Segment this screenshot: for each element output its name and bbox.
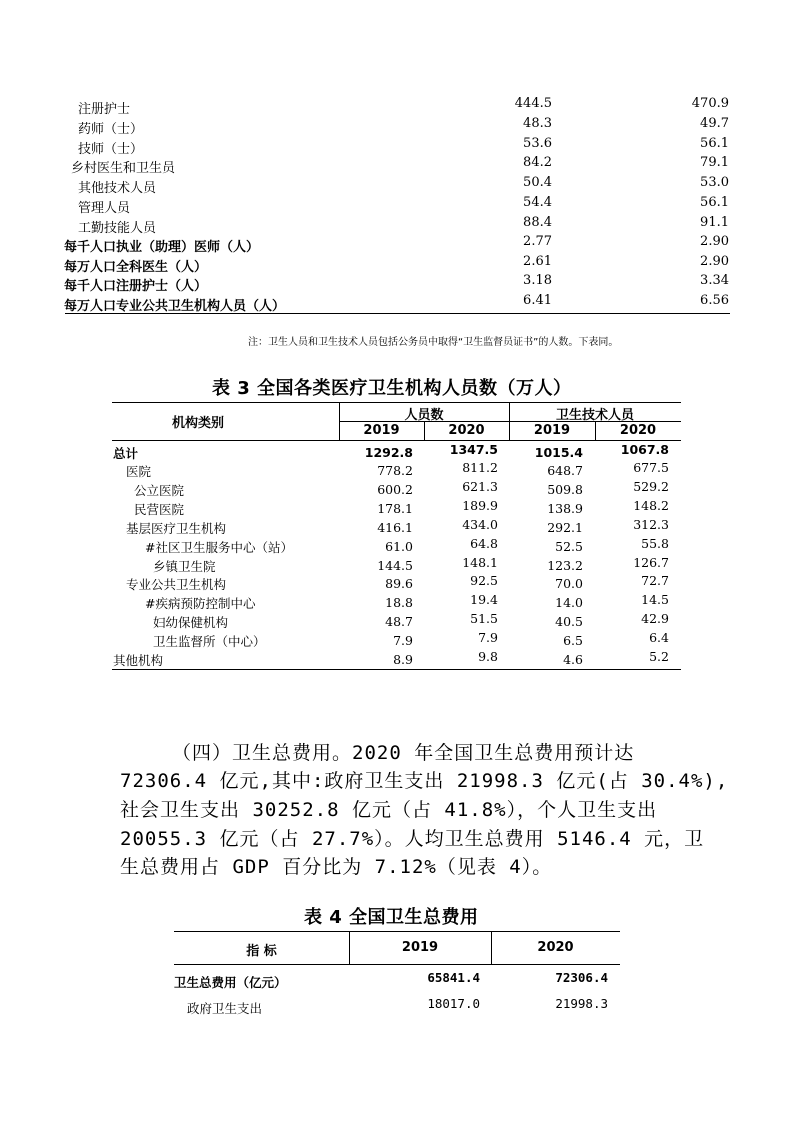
table4-header-rule <box>174 964 620 965</box>
table2-row-label: 管理人员 <box>78 201 131 216</box>
table4-top-rule <box>174 931 620 932</box>
table2-note: 注：卫生人员和卫生技术人员包括公务员中取得“卫生监督员证书”的人数。下表同。 <box>248 337 619 348</box>
table3-col-category: 机构类别 <box>172 416 225 431</box>
table3-cell: 621.3 <box>462 479 498 494</box>
table4-row-label: 卫生总费用（亿元） <box>174 975 287 990</box>
table2-row-label: 每万人口全科医生（人） <box>64 260 208 275</box>
table3-cell: 61.0 <box>385 539 413 554</box>
table2-row-value-2020: 2.90 <box>700 254 729 269</box>
table3-header-rule <box>112 440 681 441</box>
table2-row-value-2019: 6.41 <box>523 293 552 308</box>
table3-cell: 126.7 <box>633 555 669 570</box>
table2-row-value-2019: 2.61 <box>523 254 552 269</box>
table3-row-label: 专业公共卫生机构 <box>126 577 227 592</box>
table3-cell: 42.9 <box>641 611 669 626</box>
table3-cell: 1067.8 <box>620 442 669 457</box>
table3-cell: 1347.5 <box>449 442 498 457</box>
table3-cell: 70.0 <box>555 576 583 591</box>
table4-title: 表 4 全国卫生总费用 <box>304 907 479 928</box>
table3-cell: 18.8 <box>385 595 413 610</box>
table3-row-label: #社区卫生服务中心（站） <box>145 540 293 555</box>
table4-row-value-2020: 72306.4 <box>555 970 608 985</box>
table3-cell: 529.2 <box>633 479 669 494</box>
table4-row-value-2020: 21998.3 <box>555 996 608 1011</box>
table3-group-health-tech: 卫生技术人员 <box>555 408 634 423</box>
table3-cell: 92.5 <box>470 573 498 588</box>
table2-row-value-2019: 53.6 <box>523 136 552 151</box>
table2-row-value-2019: 54.4 <box>523 195 552 210</box>
table3-cell: 55.8 <box>641 536 669 551</box>
paragraph-line: 社会卫生支出 30252.8 亿元（占 41.8%），个人卫生支出 <box>120 799 658 821</box>
paragraph-line: 20055.3 亿元（占 27.7%）。人均卫生总费用 5146.4 元，卫 <box>120 828 705 850</box>
table3-row-label: 基层医疗卫生机构 <box>126 521 227 536</box>
table4-row-label: 政府卫生支出 <box>187 1001 263 1016</box>
table3-cell: 778.2 <box>377 463 413 478</box>
table3-row-label: 乡镇卫生院 <box>153 559 216 574</box>
table3-cell: 148.2 <box>633 498 669 513</box>
table3-year-col: 2019 <box>533 423 571 438</box>
table3-row-label: 医院 <box>126 464 152 479</box>
table3-cell: 40.5 <box>555 614 583 629</box>
table2-row-value-2020: 49.7 <box>700 116 729 131</box>
table2-row-label: 每千人口注册护士（人） <box>64 279 208 294</box>
table2-row-value-2020: 56.1 <box>700 136 729 151</box>
table3-cell: 148.1 <box>462 555 498 570</box>
table2-row-label: 注册护士 <box>78 102 131 117</box>
table2-row-value-2019: 48.3 <box>523 116 552 131</box>
table4-row-value-2019: 18017.0 <box>427 996 480 1011</box>
table2-row-value-2019: 88.4 <box>523 215 552 230</box>
table3-bottom-rule <box>112 669 681 670</box>
table3-cell: 8.9 <box>393 652 413 667</box>
table2-row-value-2020: 56.1 <box>700 195 729 210</box>
table3-cell: 189.9 <box>462 498 498 513</box>
table3-year-col: 2019 <box>363 423 400 438</box>
table3-cell: 89.6 <box>385 576 413 591</box>
table3-top-rule <box>112 402 681 403</box>
table2-row-value-2019: 444.5 <box>514 96 552 111</box>
table2-bottom-rule <box>65 313 730 314</box>
table2-row-value-2020: 470.9 <box>691 96 729 111</box>
table4-col-indicator: 指 标 <box>246 944 277 959</box>
table2-row-value-2019: 3.18 <box>523 273 552 288</box>
table3-row-label: 总计 <box>113 446 139 461</box>
table3-cell: 677.5 <box>633 460 669 475</box>
table3-cell: 72.7 <box>641 573 669 588</box>
table2-row-value-2019: 50.4 <box>523 175 552 190</box>
table2-row-value-2020: 3.34 <box>700 273 729 288</box>
table2-row-value-2020: 6.56 <box>700 293 729 308</box>
table3-cell: 178.1 <box>377 501 413 516</box>
table2-row-label: 乡村医生和卫生员 <box>71 161 176 176</box>
table4-col-2020: 2020 <box>537 940 574 955</box>
table3-cell: 648.7 <box>547 463 583 478</box>
table3-cell: 19.4 <box>470 592 498 607</box>
table3-cell: 14.0 <box>555 595 583 610</box>
table3-title: 表 3 全国各类医疗卫生机构人员数（万人） <box>212 378 572 399</box>
table3-cell: 144.5 <box>377 558 413 573</box>
table3-row-label: 公立医院 <box>134 483 185 498</box>
table3-cell: 434.0 <box>462 517 498 532</box>
paragraph-line: （四）卫生总费用。2020 年全国卫生总费用预计达 <box>172 742 635 764</box>
table2-row-value-2019: 2.77 <box>523 234 552 249</box>
table2-row-value-2020: 2.90 <box>700 234 729 249</box>
table3-cell: 416.1 <box>377 520 413 535</box>
table3-cell: 509.8 <box>547 482 583 497</box>
table2-row-value-2020: 79.1 <box>700 155 729 170</box>
table3-cell: 5.2 <box>649 649 669 664</box>
table3-cell: 312.3 <box>633 517 669 532</box>
table2-row-label: 每千人口执业（助理）医师（人） <box>64 240 260 255</box>
table3-year-col: 2020 <box>619 423 657 438</box>
table2-row-label: 工勤技能人员 <box>78 221 157 236</box>
table3-cell: 9.8 <box>478 649 498 664</box>
table3-cell: 292.1 <box>547 520 583 535</box>
table3-cell: 48.7 <box>385 614 413 629</box>
table2-row-label: 技师（士） <box>78 142 144 157</box>
table3-cell: 138.9 <box>547 501 583 516</box>
table3-cell: 811.2 <box>462 460 498 475</box>
table3-cell: 64.8 <box>470 536 498 551</box>
table3-row-label: 卫生监督所（中心） <box>153 634 266 649</box>
table3-year-col: 2020 <box>448 423 485 438</box>
table3-row-label: 其他机构 <box>113 653 164 668</box>
table2-row-label: 药师（士） <box>78 122 144 137</box>
table4-col-2019: 2019 <box>401 940 439 955</box>
table3-cell: 14.5 <box>641 592 669 607</box>
table2-row-value-2020: 91.1 <box>700 215 729 230</box>
table2-row-value-2020: 53.0 <box>700 175 729 190</box>
table3-cell: 123.2 <box>547 558 583 573</box>
table3-cell: 1292.8 <box>364 445 413 460</box>
table3-cell: 52.5 <box>555 539 583 554</box>
table3-cell: 6.4 <box>649 630 669 645</box>
table2-row-label: 其他技术人员 <box>78 181 157 196</box>
table3-row-label: 民营医院 <box>134 502 185 517</box>
paragraph-line: 72306.4 亿元,其中:政府卫生支出 21998.3 亿元(占 30.4%), <box>120 770 729 792</box>
table3-cell: 51.5 <box>470 611 498 626</box>
table3-cell: 7.9 <box>478 630 498 645</box>
table3-cell: 7.9 <box>393 633 413 648</box>
paragraph-line: 生总费用占 GDP 百分比为 7.12%（见表 4）。 <box>120 856 553 878</box>
table3-cell: 4.6 <box>563 652 583 667</box>
table3-row-label: #疾病预防控制中心 <box>145 596 256 611</box>
table2-row-value-2019: 84.2 <box>523 155 552 170</box>
table3-cell: 6.5 <box>563 633 583 648</box>
table3-row-label: 妇幼保健机构 <box>153 615 229 630</box>
table3-cell: 1015.4 <box>534 445 583 460</box>
table4-row-value-2019: 65841.4 <box>427 970 480 985</box>
table3-group-staff: 人员数 <box>404 408 444 423</box>
table2-row-label: 每万人口专业公共卫生机构人员（人） <box>64 299 286 314</box>
table3-cell: 600.2 <box>377 482 413 497</box>
